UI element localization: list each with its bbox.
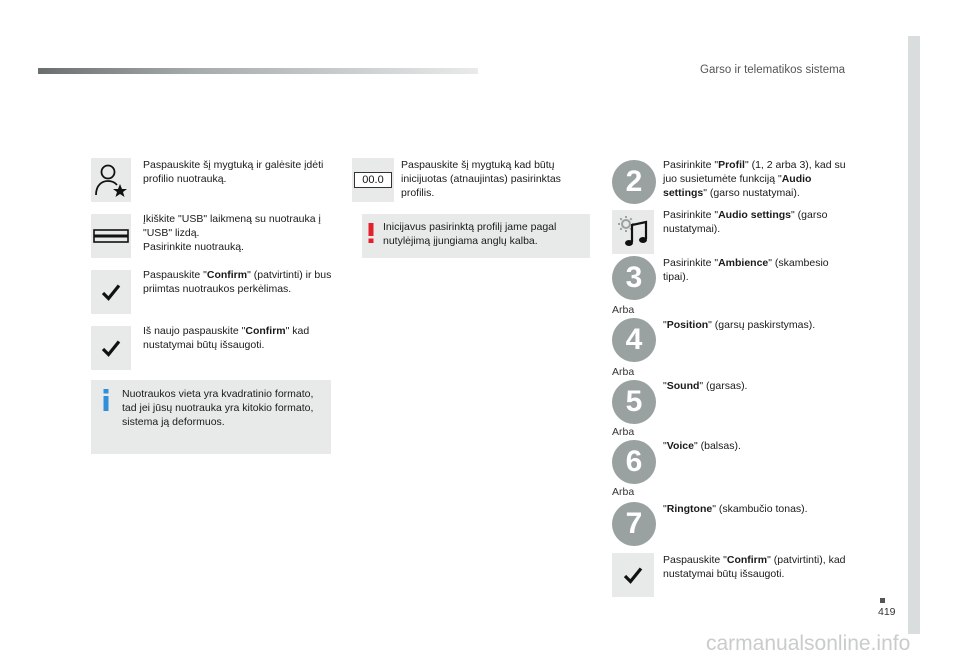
text-fragment: " (patvirtinti), kad nustatymai būtų išsaugoti. bbox=[663, 554, 846, 580]
reset-profile-button: 00.0 bbox=[354, 172, 392, 188]
text-fragment: " (garso nustatymai). bbox=[703, 187, 800, 199]
text-fragment: " bbox=[663, 440, 667, 452]
confirm-save-text bbox=[143, 324, 333, 352]
or-label: Arba bbox=[612, 486, 635, 498]
step-7-text bbox=[663, 502, 853, 516]
audio-settings-label: Audio settings bbox=[663, 173, 812, 199]
usb-select-photo: Pasirinkite nuotrauką. bbox=[143, 241, 244, 253]
audio-settings-icon-box bbox=[612, 210, 654, 254]
step-2-text bbox=[663, 158, 853, 200]
text-fragment: " bbox=[663, 319, 667, 331]
watermark: carmanualsonline.info bbox=[706, 632, 911, 655]
info-note-text: Nuotraukos vieta yra kvadratinio formato, tad jei jūsų nuotrauka yra kitokio formato, sistema ją deformuos. bbox=[122, 388, 314, 428]
text-fragment: " bbox=[663, 503, 667, 515]
profil-label: Profil bbox=[718, 159, 745, 171]
text-fragment: Pasirinkite " bbox=[663, 209, 719, 221]
text-fragment: " (garsas). bbox=[699, 380, 748, 392]
page-side-bar bbox=[908, 36, 920, 634]
text-fragment: Paspauskite " bbox=[663, 554, 727, 566]
step-number-4: 4 bbox=[612, 318, 656, 362]
text-fragment: " (skambučio tonas). bbox=[712, 503, 808, 515]
text-fragment: " kad nustatymai būtų išsaugoti. bbox=[143, 325, 310, 351]
warning-note-text: Inicijavus pasirinktą profilį jame pagal nutylėjimą įjungiama anglų kalba. bbox=[383, 221, 557, 247]
confirm-final-icon-box bbox=[612, 553, 654, 597]
step-4-text bbox=[663, 318, 853, 332]
text-fragment: " bbox=[663, 380, 667, 392]
text-fragment: " (balsas). bbox=[693, 440, 741, 452]
text-fragment: Pasirinkite " bbox=[663, 257, 719, 269]
text-fragment: Paspauskite " bbox=[143, 269, 207, 281]
confirm-label: Confirm bbox=[245, 325, 286, 337]
header-gradient-bar bbox=[38, 68, 478, 74]
confirm-label: Confirm bbox=[206, 269, 248, 281]
text-fragment: " (garsų paskirstymas). bbox=[708, 319, 816, 331]
step-number-2: 2 bbox=[612, 160, 656, 204]
usb-text bbox=[143, 212, 333, 254]
ambience-label: Ambience bbox=[718, 257, 769, 269]
step-6-text bbox=[663, 439, 853, 453]
step-number-5: 5 bbox=[612, 380, 656, 424]
info-icon bbox=[100, 388, 112, 412]
or-label: Arba bbox=[612, 304, 635, 316]
audio-settings-label: Audio settings bbox=[718, 209, 792, 221]
sound-label: Sound bbox=[666, 380, 700, 392]
page-end-marker bbox=[880, 598, 885, 603]
step-number-6: 6 bbox=[612, 440, 656, 484]
music-note-gear-icon bbox=[615, 214, 651, 250]
text-fragment: " (1, 2 arba 3), kad su juo susietumėte funkciją " bbox=[663, 159, 846, 185]
text-fragment: Iš naujo paspauskite " bbox=[143, 325, 246, 337]
position-label: Position bbox=[666, 319, 709, 331]
usb-icon-box bbox=[91, 214, 131, 258]
reset-profile-text: Paspauskite šį mygtuką kad būtų inicijuotas (atnaujintas) pasirinktas profilis. bbox=[401, 159, 561, 199]
step-number-7: 7 bbox=[612, 502, 656, 546]
profile-photo-text: Paspauskite šį mygtuką ir galėsite įdėti profilio nuotrauką. bbox=[143, 159, 324, 185]
user-star-icon bbox=[93, 162, 129, 198]
or-label: Arba bbox=[612, 426, 635, 438]
warning-exclamation-icon bbox=[367, 222, 375, 244]
step-number-3: 3 bbox=[612, 256, 656, 300]
reset-icon-box bbox=[352, 158, 394, 202]
usb-stick-icon bbox=[93, 229, 129, 243]
text-fragment: " (skambesio tipai). bbox=[663, 257, 829, 283]
confirm-final-text bbox=[663, 553, 853, 581]
or-label: Arba bbox=[612, 366, 635, 378]
text-fragment: " (patvirtinti) ir bus priimtas nuotraukos perkėlimas. bbox=[143, 269, 332, 295]
page-number: 419 bbox=[878, 606, 896, 618]
step-5-text bbox=[663, 379, 853, 393]
text-fragment: " (garso nustatymai). bbox=[663, 209, 828, 235]
confirm-label: Confirm bbox=[726, 554, 768, 566]
section-title: Garso ir telematikos sistema bbox=[700, 64, 846, 76]
checkmark-icon bbox=[623, 566, 643, 584]
confirm-transfer-text bbox=[143, 268, 333, 296]
text-fragment: Pasirinkite " bbox=[663, 159, 719, 171]
audio-settings-text bbox=[663, 208, 853, 236]
profile-photo-icon-box bbox=[91, 158, 131, 202]
usb-instruction: Įkiškite "USB" laikmeną su nuotrauka į "USB" lizdą. bbox=[143, 213, 321, 239]
ringtone-label: Ringtone bbox=[666, 503, 713, 515]
checkmark-icon bbox=[101, 283, 121, 301]
confirm-transfer-icon-box bbox=[91, 270, 131, 314]
step-3-text bbox=[663, 256, 853, 284]
confirm-save-icon-box bbox=[91, 326, 131, 370]
voice-label: Voice bbox=[666, 440, 694, 452]
checkmark-icon bbox=[101, 339, 121, 357]
